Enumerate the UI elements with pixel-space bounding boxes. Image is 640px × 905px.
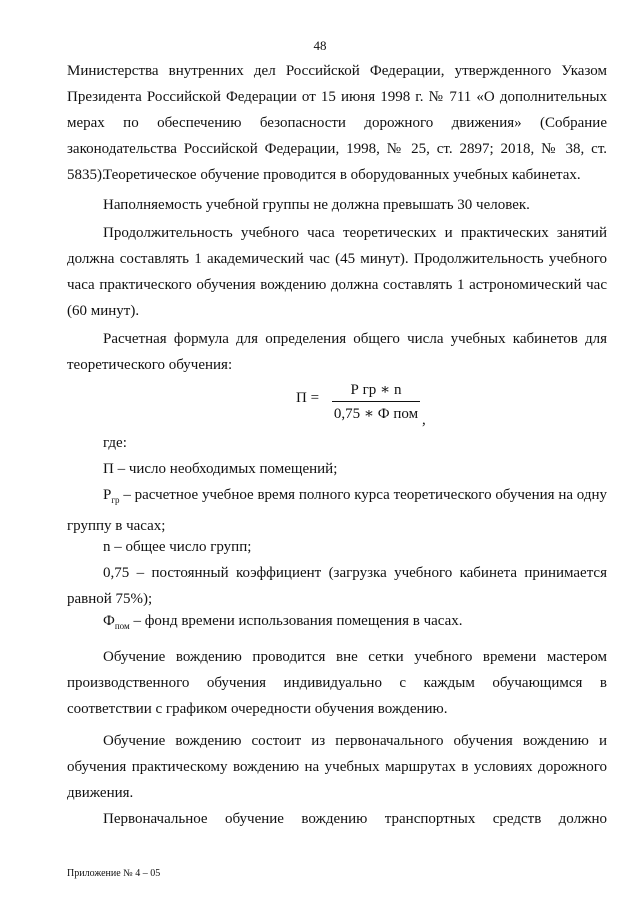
paragraph-driving-training: Обучение вождению проводится вне сетки учебного времени мастером производственного обучения индивидуально с каждым обучающимся в соответствии с графиком очередности обучения вождению. [67,649,607,717]
definition-p: П – число необходимых помещений; [103,461,338,477]
paragraph-theoretical-training: Теоретическое обучение проводится в оборудованных учебных кабинетах. [103,167,581,183]
paragraph-lesson-duration: Продолжительность учебного часа теоретических и практических занятий должна составлять 1 академический час (45 минут). Продолжительность учебного часа практического обучения вождению должна составлять 1 астрономический час (60 минут). [67,225,607,319]
paragraph-driving-stages: Обучение вождению состоит из первоначального обучения вождению и обучения практическому вождению на учебных маршрутах в условиях дорожного движения. [67,733,607,801]
paragraph-group-size: Наполняемость учебной группы не должна превышать 30 человек. [103,197,530,213]
definition-n: n – общее число групп; [103,539,252,555]
definition-f-pom-symbol: Ф [103,613,115,629]
definition-f-pom [67,608,607,639]
definition-coefficient: 0,75 – постоянный коэффициент (загрузка учебного кабинета принимается равной 75%); [67,565,607,607]
formula-numerator: Р гр ∗ n [332,380,420,402]
definition-r-gr-sub: гр [111,495,120,505]
definition-r-gr-symbol: Р [103,487,112,503]
definition-f-pom-text: – фонд времени использования помещения в часах. [129,613,463,629]
footer-appendix: Приложение № 4 – 05 [67,868,161,879]
formula-lhs: П = [296,390,320,406]
definitions-where: где: [103,435,127,451]
page-number: 48 [313,38,327,53]
paragraph-formula-intro: Расчетная формула для определения общего числа учебных кабинетов для теоретического обучения: [67,331,607,373]
definition-r-gr [67,482,607,539]
paragraph-ministry-reference: Министерства внутренних дел Российской Федерации, утвержденного Указом Президента Российской Федерации от 15 июня 1998 г. № 711 «О дополнительных мерах по обеспечению безопасности дорожного движения» (Собрание законодательства Российской Федерации, 1998, № 25, ст. 2897; 2018, № 38, ст. 5835). [67,63,607,183]
paragraph-initial-training: Первоначальное обучение вождению транспортных средств должно [103,811,607,827]
definition-f-pom-sub: пом [114,621,130,631]
definition-r-gr-text: – расчетное учебное время полного курса теоретического обучения на одну группу в часах; [67,487,607,534]
formula-fraction [332,380,420,423]
formula-denominator: 0,75 ∗ Ф пом [333,406,419,422]
formula-comma: , [422,412,426,428]
